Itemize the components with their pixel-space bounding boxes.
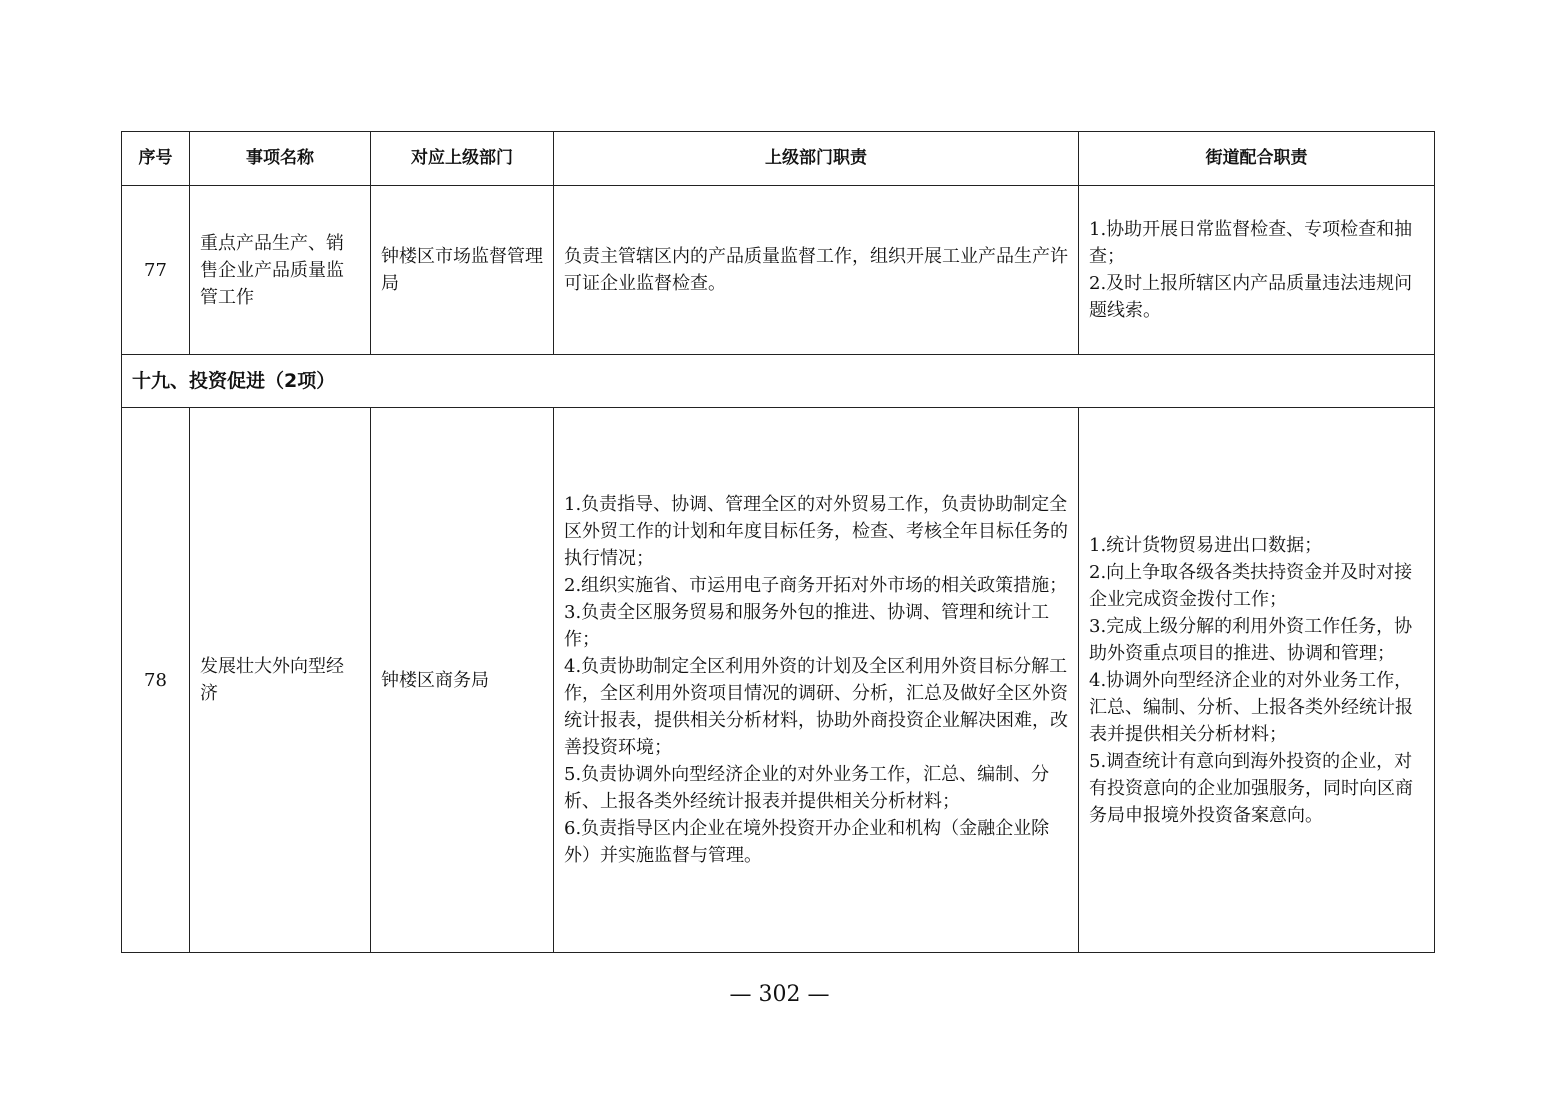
duty-line: 1.负责指导、协调、管理全区的对外贸易工作，负责协助制定全区外贸工作的计划和年度目标任务，检查、考核全年目标任务的执行情况； bbox=[564, 494, 1068, 569]
header-item-name: 事项名称 bbox=[190, 132, 371, 186]
header-serial: 序号 bbox=[122, 132, 190, 186]
table-row bbox=[122, 186, 1435, 355]
street-duty-line: 1.统计货物贸易进出口数据； bbox=[1089, 534, 1323, 556]
page-number: — 302 — bbox=[729, 982, 830, 1007]
table-row bbox=[122, 408, 1435, 953]
header-street-duties: 街道配合职责 bbox=[1079, 132, 1435, 186]
department-duties bbox=[554, 186, 1079, 355]
duty-line: 负责主管辖区内的产品质量监督工作，组织开展工业产品生产许可证企业监督检查。 bbox=[564, 246, 1068, 294]
department-duties bbox=[554, 408, 1079, 953]
department: 钟楼区商务局 bbox=[371, 408, 554, 953]
street-duties bbox=[1079, 408, 1435, 953]
duty-line: 4.负责协助制定全区利用外资的计划及全区利用外资目标分解工作，全区利用外资项目情况的调研、分析，汇总及做好全区外资统计报表，提供相关分析材料，协助外商投资企业解决困难，改善投资环境； bbox=[564, 656, 1068, 758]
section-title: 十九、投资促进（2项） bbox=[122, 355, 1435, 408]
section-row bbox=[122, 355, 1435, 408]
street-duty-line: 5.调查统计有意向到海外投资的企业，对有投资意向的企业加强服务，同时向区商务局申报境外投资备案意向。 bbox=[1089, 750, 1413, 826]
street-duty-line: 2.向上争取各级各类扶持资金并及时对接企业完成资金拨付工作； bbox=[1089, 561, 1413, 610]
header-department: 对应上级部门 bbox=[371, 132, 554, 186]
item-name: 发展壮大外向型经济 bbox=[190, 408, 371, 953]
street-duty-line: 1.协助开展日常监督检查、专项检查和抽查； bbox=[1089, 219, 1413, 267]
duty-line: 3.负责全区服务贸易和服务外包的推进、协调、管理和统计工作； bbox=[564, 602, 1050, 650]
department: 钟楼区市场监督管理局 bbox=[371, 186, 554, 355]
street-duty-line: 2.及时上报所辖区内产品质量违法违规问题线索。 bbox=[1089, 273, 1413, 321]
duty-line: 6.负责指导区内企业在境外投资开办企业和机构（金融企业除外）并实施监督与管理。 bbox=[564, 818, 1050, 866]
header-department-duties: 上级部门职责 bbox=[554, 132, 1079, 186]
duty-line: 5.负责协调外向型经济企业的对外业务工作，汇总、编制、分析、上报各类外经统计报表并提供相关分析材料； bbox=[564, 764, 1050, 812]
header-row bbox=[122, 132, 1435, 186]
street-duty-line: 4.协调外向型经济企业的对外业务工作，汇总、编制、分析、上报各类外经统计报表并提供相关分析材料； bbox=[1089, 669, 1413, 745]
duty-line: 2.组织实施省、市运用电子商务开拓对外市场的相关政策措施； bbox=[564, 575, 1068, 596]
row-number: 78 bbox=[122, 408, 190, 953]
street-duties bbox=[1079, 186, 1435, 355]
street-duty-line: 3.完成上级分解的利用外资工作任务，协助外资重点项目的推进、协调和管理； bbox=[1089, 615, 1413, 664]
row-number: 77 bbox=[122, 186, 190, 355]
item-name: 重点产品生产、销售企业产品质量监管工作 bbox=[190, 186, 371, 355]
duties-table bbox=[121, 131, 1435, 953]
